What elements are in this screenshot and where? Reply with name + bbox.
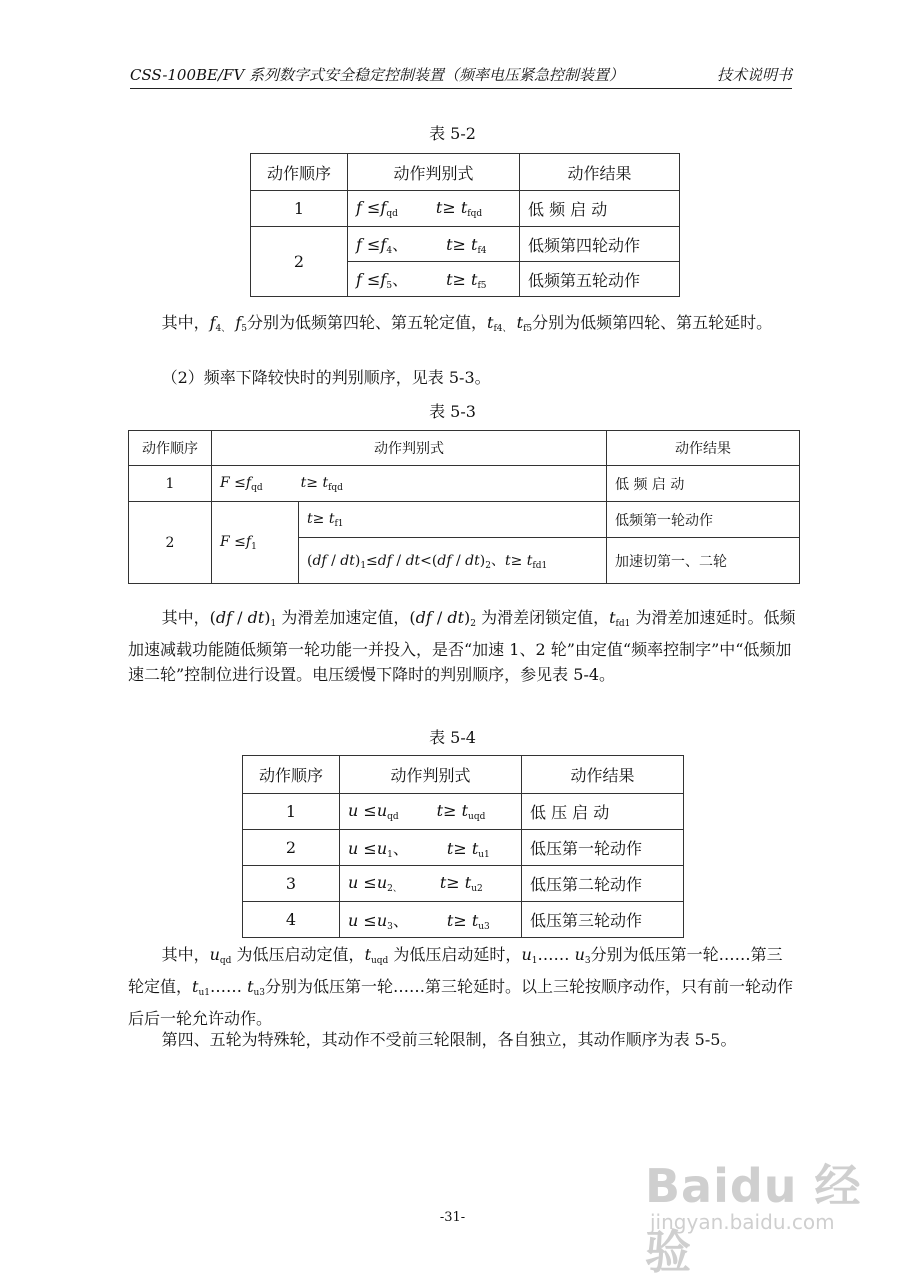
paragraph-2: （2）频率下降较快时的判别顺序，见表 5-3。 xyxy=(161,368,491,387)
condition-cell: $u \le u_3$、 $t\ge t_{u3}$ xyxy=(340,902,522,938)
table52-caption: 表 5-2 xyxy=(429,124,476,143)
condition-cell: $t\ge t_{f1}$ xyxy=(299,502,607,538)
result-cell: 低压第二轮动作 xyxy=(522,866,684,902)
order-cell: 1 xyxy=(129,466,212,502)
result-cell: 低频第四轮动作 xyxy=(520,227,680,262)
table-row xyxy=(243,902,684,938)
condition-cell: $F \le f_{qd}$ $t\ge t_{fqd}$ xyxy=(212,466,607,502)
paragraph-4: 其中，$u_{qd}$ 为低压启动定值，$t_{uqd}$ 为低压启动延时，$u_1\dots\dots$ $u_3$分别为低压第一轮……第三轮定值，$t_{u1}\dots\dots$ $t_{u3}$分别为低压第一轮……第三轮延时。以上三轮按顺序动作，只有前一轮动作后后一轮允许动作。 xyxy=(128,945,794,1028)
table-row xyxy=(243,830,684,866)
table-header-row xyxy=(251,154,680,191)
condition-cell: $f \le f_5$、 $t\ge t_{f5}$ xyxy=(348,262,520,297)
paragraph-5: 第四、五轮为特殊轮，其动作不受前三轮限制，各自独立，其动作顺序为表 5-5。 xyxy=(161,1030,737,1049)
paragraph-1: 其中，$f_{4、}$ $f_5$分别为低频第四轮、第五轮定值，$t_{f4、}$ $t_{f5}$分别为低频第四轮、第五轮延时。 xyxy=(161,313,773,334)
result-cell: 加速切第一、二轮 xyxy=(607,538,800,584)
col-header: 动作顺序 xyxy=(251,154,348,191)
result-cell: 低 压 启 动 xyxy=(522,794,684,830)
col-header: 动作判别式 xyxy=(212,431,607,466)
table-5-3 xyxy=(128,430,800,584)
col-header: 动作结果 xyxy=(522,756,684,794)
table-row xyxy=(243,866,684,902)
result-cell: 低 频 启 动 xyxy=(520,191,680,227)
condition-cell: $u \le u_{2、}$ $t\ge t_{u2}$ xyxy=(340,866,522,902)
col-header: 动作判别式 xyxy=(348,154,520,191)
table-header-row xyxy=(129,431,800,466)
table-row xyxy=(251,227,680,262)
order-cell: 2 xyxy=(129,502,212,584)
page-header xyxy=(130,62,792,89)
table-row xyxy=(129,502,800,538)
condition-cell: $f \le f_{qd}$ $t\ge t_{fqd}$ xyxy=(348,191,520,227)
result-cell: 低压第三轮动作 xyxy=(522,902,684,938)
header-title: CSS-100BE/FV 系列数字式安全稳定控制装置（频率电压紧急控制装置） xyxy=(130,66,625,84)
table53-caption: 表 5-3 xyxy=(429,402,476,421)
condition-cell: $u \le u_{qd}$ $t\ge t_{uqd}$ xyxy=(340,794,522,830)
condition-cell: $u \le u_1$、 $t\ge t_{u1}$ xyxy=(340,830,522,866)
order-cell: 1 xyxy=(243,794,340,830)
condition-cell: $f \le f_4$、 $t\ge t_{f4}$ xyxy=(348,227,520,262)
result-cell: 低频第一轮动作 xyxy=(607,502,800,538)
result-cell: 低压第一轮动作 xyxy=(522,830,684,866)
table-row xyxy=(251,191,680,227)
table-5-4 xyxy=(242,755,684,938)
page-number: -31- xyxy=(439,1210,466,1225)
order-cell: 4 xyxy=(243,902,340,938)
col-header: 动作判别式 xyxy=(340,756,522,794)
baidu-watermark-url: jingyan.baidu.com xyxy=(650,1210,835,1234)
order-cell: 1 xyxy=(251,191,348,227)
order-cell: 2 xyxy=(243,830,340,866)
table-row xyxy=(243,794,684,830)
paragraph-3: 其中，$(df / dt)_1$ 为滑差加速定值，$(df / dt)_2$ 为滑差闭锁定值，$t_{fd1}$ 为滑差加速延时。低频加速减载功能随低频第一轮功能一并投入，是否“加速 1、2 轮”由定值“频率控制字”中“低频加速二轮”控制位进行设置。电压缓慢下降时的判别顺序，参见表 5-4。 xyxy=(128,608,796,684)
baidu-watermark-logo: Baidu 经验 xyxy=(645,1159,862,1279)
col-header: 动作结果 xyxy=(520,154,680,191)
condition-cell: $F \le f_1$ xyxy=(212,502,299,584)
col-header: 动作顺序 xyxy=(243,756,340,794)
order-cell: 3 xyxy=(243,866,340,902)
condition-cell: $(df / dt)_1\le df / dt<(df / dt)_2$、$t\ge t_{fd1}$ xyxy=(299,538,607,584)
table-5-2 xyxy=(250,153,680,297)
table-row xyxy=(129,466,800,502)
result-cell: 低频第五轮动作 xyxy=(520,262,680,297)
order-cell: 2 xyxy=(251,227,348,297)
header-doc-type: 技术说明书 xyxy=(716,66,792,84)
col-header: 动作结果 xyxy=(607,431,800,466)
result-cell: 低 频 启 动 xyxy=(607,466,800,502)
table54-caption: 表 5-4 xyxy=(429,728,476,747)
table-header-row xyxy=(243,756,684,794)
col-header: 动作顺序 xyxy=(129,431,212,466)
